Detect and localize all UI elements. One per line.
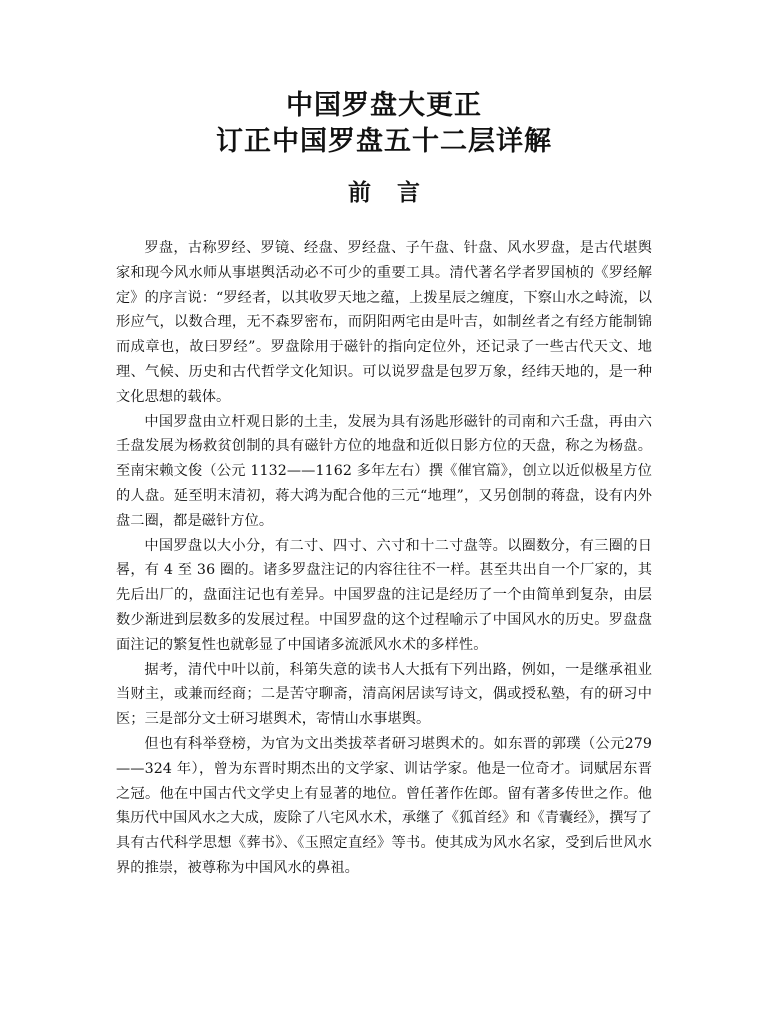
main-title: 中国罗盘大更正 [286,90,482,121]
paragraph: 中国罗盘由立杆观日影的土圭，发展为具有汤匙形磁针的司南和六壬盘，再由六壬盘发展为杨救贫创制的具有磁针方位的地盘和近似日影方位的天盘，称之为杨盘。至南宋赖文俊（公元 1132——1162 多年左右）撰《催官篇》，创立以近似极星方位的人盘。延至明末清初，蒋大鸿为配合他的三元“地理”，又另创制的蒋盘，设有内外盘二圈，都是磁针方位。 [116,413,652,529]
paragraph: 罗盘，古称罗经、罗镜、经盘、罗经盘、子午盘、针盘、风水罗盘，是古代堪舆家和现今风水师从事堪舆活动必不可少的重要工具。清代著名学者罗国桢的《罗经解定》的序言说：“罗经者，以其收罗天地之蕴，上拨星辰之缠度，下察山水之峙流，以形应气，以数合理，无不森罗密布，而阴阳两宅由是叶吉，如制丝者之有经方能制锦而成章也，故曰罗经”。罗盘除用于磁针的指向定位外，还记录了一些古代天文、地理、气候、历史和古代哲学文化知识。可以说罗盘是包罗万象，经纬天地的，是一种文化思想的载体。 [116,240,652,405]
paragraph: 中国罗盘以大小分，有二寸、四寸、六寸和十二寸盘等。以圈数分，有三圈的日晷，有 4 至 36 圈的。诸多罗盘注记的内容往往不一样。甚至共出自一个厂家的，其先后出厂的，盘面注记也有差异。中国罗盘的注记是经历了一个由简单到复杂，由层数少渐进到层数多的发展过程。中国罗盘的这个过程喻示了中国风水的历史。罗盘盘面注记的繁复性也就彰显了中国诸多流派风水术的多样性。 [116,537,652,653]
section-heading: 前言 [348,180,446,206]
title-block [0,88,768,160]
paragraph: 据考，清代中叶以前，科第失意的读书人大抵有下列出路，例如，一是继承祖业当财主，或兼而经商；二是苦守聊斋，清高闲居读写诗文，偶或授私塾，有的研习中医；三是部分文士研习堪舆术，寄情山水事堪舆。 [116,661,652,728]
subtitle: 订正中国罗盘五十二层详解 [216,126,552,157]
body-text [116,236,652,881]
paragraph: 但也有科举登榜，为官为文出类拔萃者研习堪舆术的。如东晋的郭璞（公元279——324 年），曾为东晋时期杰出的文学家、训诂学家。他是一位奇才。词赋居东晋之冠。他在中国古代文学史上有显著的地位。曾任著作佐郎。留有著多传世之作。他集历代中国风水之大成，废除了八宅风水术，承继了《狐首经》和《青囊经》，撰写了具有古代科学思想《葬书》、《玉照定直经》等书。使其成为风水名家，受到后世风水界的推崇，被尊称为中国风水的鼻祖。 [116,735,652,876]
